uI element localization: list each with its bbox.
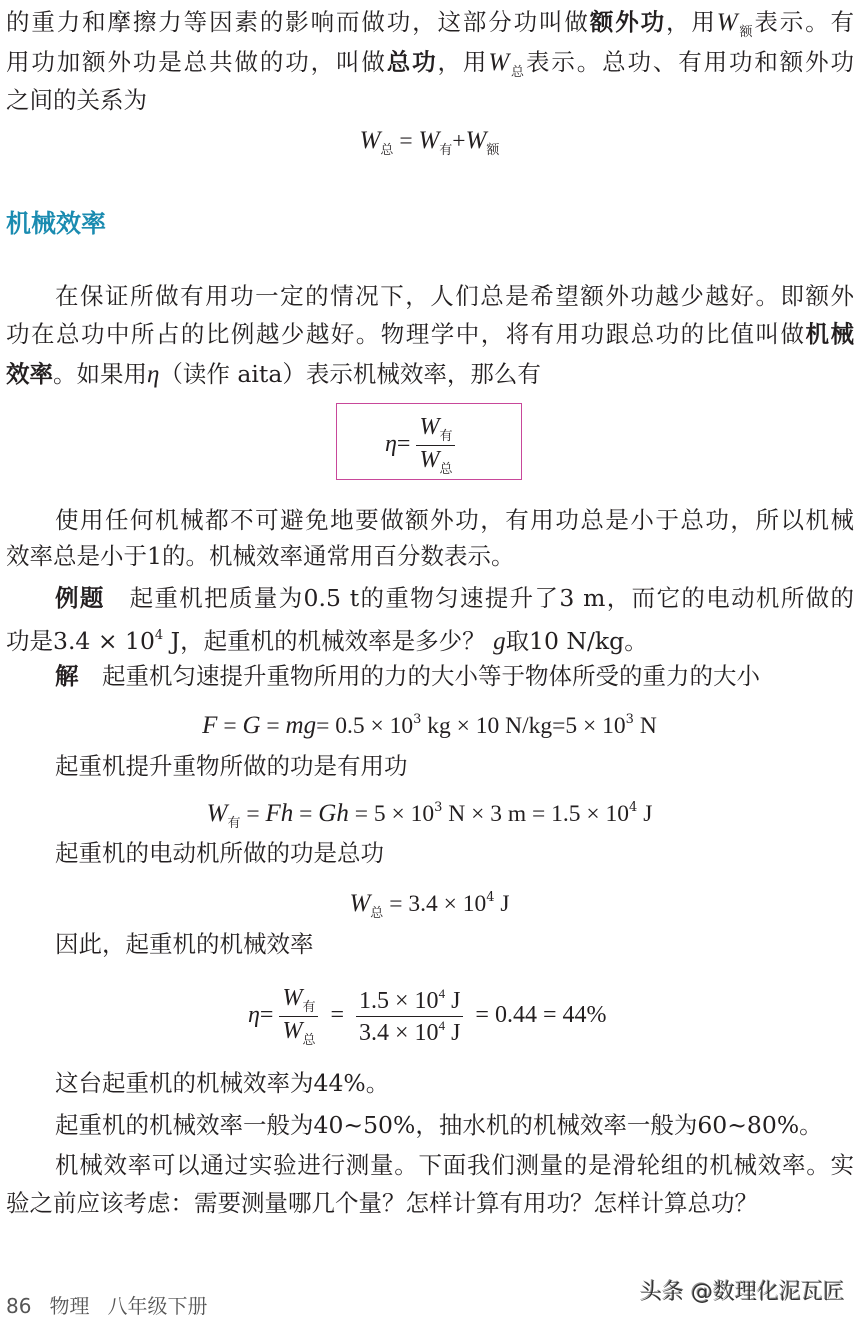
subscript: 总 [380, 143, 394, 158]
subscript: 有 [227, 816, 241, 831]
text-segment: = 3.4 × 10 [383, 891, 487, 917]
text-line [55, 660, 854, 692]
superscript: 3 [625, 712, 634, 727]
fraction-symbolic [279, 985, 318, 1048]
math-variable: Gh [318, 800, 349, 827]
text-line [55, 1067, 854, 1099]
exponent: 4 [438, 1018, 446, 1033]
text-segment: kg × 10 N/kg=5 × 10 [421, 713, 626, 739]
math-variable: W [349, 890, 371, 917]
superscript: 3 [434, 800, 443, 815]
subscript: 总 [302, 1032, 316, 1047]
text-segment: 起重机匀速提升重物所用的力的大小等于物体所受的重力的大小 [78, 662, 760, 690]
text-segment: 功在总功中所占的比例越少越好。物理学中，将有用功跟总功的比值叫做 [6, 320, 806, 348]
text-segment: 起重机把质量为0.5 t的重物匀速提升了3 m，而它的电动机所做的 [104, 584, 854, 612]
text-segment: 使用任何机械都不可避免地要做额外功，有用功总是小于总功，所以机械 [55, 506, 854, 534]
text-segment: 因此，起重机的机械效率 [55, 930, 314, 958]
text-segment: 起重机的电动机所做的功是总功 [55, 839, 384, 867]
text-line [0, 124, 859, 167]
math-variable: mg [285, 712, 317, 739]
subscript: 总 [439, 461, 453, 476]
text-segment: 的重力和摩擦力等因素的影响而做功，这部分功叫做 [6, 8, 590, 36]
text-line [6, 1187, 854, 1219]
text-line [6, 358, 854, 391]
text-segment: = [217, 713, 243, 739]
numerator [416, 414, 455, 446]
text-segment: 表示。有 [754, 8, 855, 36]
math-variable: W [488, 49, 510, 76]
efficiency-formula-box [336, 403, 522, 480]
text-segment: = [240, 801, 266, 827]
text-segment: 机械效率可以通过实验进行测量。下面我们测量的是滑轮组的机械效率。实 [55, 1151, 854, 1179]
efficiency-calculation [248, 985, 606, 1048]
text-line [55, 837, 854, 869]
text-line [6, 318, 854, 350]
text-line [0, 792, 859, 840]
text-segment: 功是3.4 × 10 [6, 627, 155, 655]
fraction-numeric [356, 986, 463, 1047]
text-segment: 验之前应该考虑：需要测量哪几个量？怎样计算有用功？怎样计算总功？ [6, 1189, 758, 1217]
text-segment: = [260, 713, 286, 739]
subscript: 有 [439, 143, 453, 158]
text-segment: = [293, 801, 319, 827]
efficiency-formula [385, 414, 455, 477]
math-variable: W [716, 9, 738, 36]
text-segment: 之间的关系为 [6, 86, 147, 114]
page-number: 86 [6, 1294, 32, 1318]
text-segment: 用功加额外功是总共做的功，叫做 [6, 48, 387, 76]
text-segment: 这台起重机的机械效率为44%。 [55, 1069, 390, 1097]
text-segment: ，用 [437, 48, 489, 76]
bold-term: 总功 [386, 48, 438, 76]
math-variable: W [359, 127, 381, 154]
math-variable: η [147, 361, 160, 388]
text-line [55, 280, 854, 312]
subscript: 总 [370, 906, 384, 921]
value: 3.4 × 10 [359, 1020, 439, 1046]
denominator [279, 1017, 318, 1048]
book-label: 八年级下册 [107, 1294, 208, 1318]
denominator [356, 1017, 463, 1047]
text-line [6, 84, 854, 116]
superscript: 4 [486, 890, 495, 905]
w-symbol: W [419, 414, 440, 440]
text-segment: （读作 aita）表示机械效率，那么有 [159, 360, 541, 388]
denominator [416, 446, 455, 477]
section-heading: 机械效率 [6, 209, 107, 238]
subscript: 额 [486, 143, 500, 158]
equals-sign: = [396, 431, 411, 458]
text-line [55, 750, 854, 782]
unit: J [445, 988, 461, 1014]
text-segment: J，起重机的机械效率是多少？ [163, 627, 494, 655]
subject-label: 物理 [49, 1294, 90, 1318]
equals-sign: = [259, 1002, 274, 1029]
text-segment: J [494, 891, 510, 917]
bold-term: 效率 [6, 360, 53, 388]
text-segment: 表示。总功、有用功和额外功 [525, 48, 855, 76]
subscript: 有 [302, 999, 316, 1014]
superscript: 3 [413, 712, 422, 727]
text-segment: 起重机的机械效率一般为40~50%，抽水机的机械效率一般为60~80%。 [55, 1111, 823, 1139]
eta-symbol: η [248, 1002, 260, 1029]
unit: J [445, 1020, 461, 1046]
text-line [6, 620, 854, 658]
numerator [279, 985, 318, 1017]
text-segment: N [633, 713, 657, 739]
exponent: 4 [438, 986, 446, 1001]
superscript: 4 [629, 800, 638, 815]
text-segment: J [637, 801, 653, 827]
value: 1.5 × 10 [359, 988, 439, 1014]
text-segment: ，用 [665, 8, 717, 36]
text-line [55, 1109, 854, 1141]
math-variable: W [465, 127, 487, 154]
text-line [55, 928, 854, 960]
math-variable: F [202, 712, 218, 739]
math-variable: Fh [265, 800, 294, 827]
text-line [55, 504, 854, 536]
text-line [0, 882, 859, 930]
watermark: 头条 @数理化泥瓦匠 [640, 1280, 845, 1305]
bold-term: 机械 [805, 320, 855, 348]
superscript: 4 [154, 628, 164, 643]
text-segment: = 0.5 × 10 [316, 713, 414, 739]
text-line [0, 704, 859, 742]
equals-sign: = [330, 1002, 345, 1029]
page-footer [6, 1290, 225, 1319]
subscript: 有 [439, 428, 453, 443]
bold-term: 额外功 [589, 8, 666, 36]
text-segment: 起重机提升重物所做的功是有用功 [55, 752, 408, 780]
text-segment: 。如果用 [53, 360, 147, 388]
text-segment: = 5 × 10 [348, 801, 435, 827]
text-segment: N × 3 m = 1.5 × 10 [442, 801, 630, 827]
math-variable: W [418, 127, 440, 154]
text-segment: + [452, 128, 466, 154]
text-segment: 在保证所做有用功一定的情况下，人们总是希望额外功越少越好。即额外 [55, 282, 854, 310]
fraction [416, 414, 455, 477]
subscript: 总 [509, 65, 526, 80]
text-segment: 取10 N/kg。 [505, 627, 648, 655]
text-line [55, 1149, 854, 1181]
text-line [55, 582, 854, 614]
w-symbol: W [282, 1018, 303, 1044]
math-variable: g [493, 628, 506, 655]
text-line [6, 540, 854, 572]
result-value: = 0.44 = 44% [475, 1002, 607, 1029]
w-symbol: W [282, 985, 303, 1011]
text-segment: 效率总是小于1的。机械效率通常用百分数表示。 [6, 542, 515, 570]
eta-symbol: η [385, 431, 397, 458]
numerator [356, 986, 463, 1017]
math-variable: W [206, 800, 228, 827]
subscript: 额 [737, 25, 755, 40]
text-segment: = [393, 128, 419, 154]
text-line [6, 46, 854, 89]
math-variable: G [242, 712, 261, 739]
w-symbol: W [419, 447, 440, 473]
bold-term: 解 [55, 662, 79, 690]
text-line [6, 6, 854, 49]
bold-term: 例题 [55, 584, 105, 612]
